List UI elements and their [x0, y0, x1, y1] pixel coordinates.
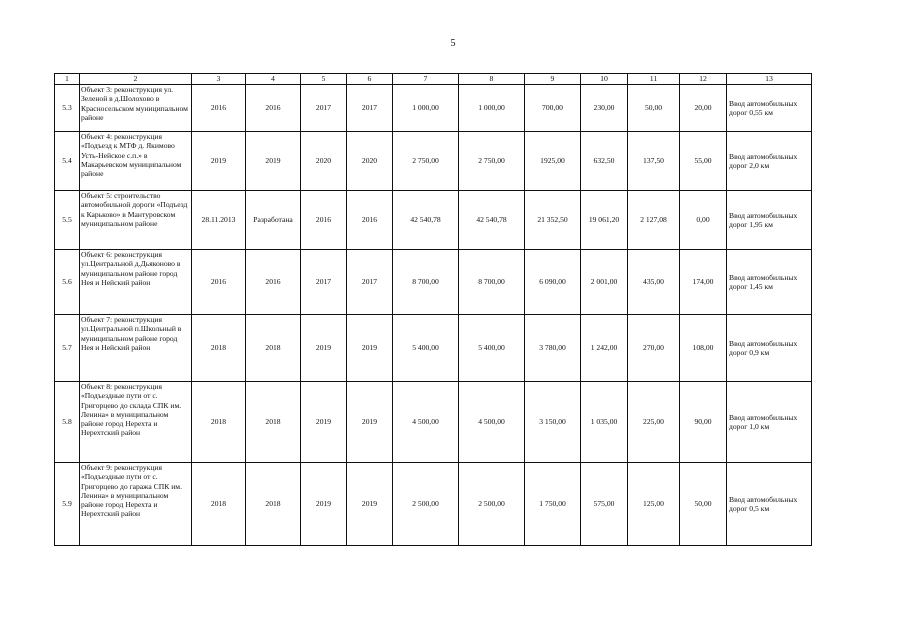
cell-col9: 21 352,50 — [525, 191, 581, 250]
table-row — [55, 463, 812, 546]
object-description: Объект 3: реконструкция ул. Зеленой в д.Шолохово в Красносельском муниципальном районе — [80, 85, 192, 132]
result-cell: Ввод автомобильных дорог 2,0 км — [727, 132, 812, 191]
cell-col3: 2018 — [192, 382, 246, 463]
cell-col5: 2017 — [301, 85, 347, 132]
cell-col4: 2016 — [246, 250, 301, 315]
cell-col4: 2018 — [246, 463, 301, 546]
cell-col7: 42 540,78 — [393, 191, 459, 250]
cell-col6: 2017 — [347, 250, 393, 315]
row-number: 5.4 — [55, 132, 80, 191]
cell-col4: Разработана — [246, 191, 301, 250]
cell-col8: 4 500,00 — [459, 382, 525, 463]
cell-col6: 2019 — [347, 315, 393, 382]
cell-col4: 2018 — [246, 382, 301, 463]
cell-col9: 3 780,00 — [525, 315, 581, 382]
result-cell: Ввод автомобильных дорог 1,95 км — [727, 191, 812, 250]
cell-col11: 125,00 — [628, 463, 680, 546]
cell-col10: 1 035,00 — [581, 382, 628, 463]
cell-col9: 6 090,00 — [525, 250, 581, 315]
cell-col10: 19 061,20 — [581, 191, 628, 250]
cell-col12: 20,00 — [680, 85, 727, 132]
column-header: 11 — [628, 74, 680, 85]
cell-col11: 435,00 — [628, 250, 680, 315]
cell-col8: 5 400,00 — [459, 315, 525, 382]
cell-col5: 2019 — [301, 382, 347, 463]
object-description: Объект 8: реконструкция «Подъездные пути от с. Григорцево до склада СПК им. Ленина» в муниципальном районе город Нерехта и Нерехтский район — [80, 382, 192, 463]
row-number: 5.8 — [55, 382, 80, 463]
cell-col3: 28.11.2013 — [192, 191, 246, 250]
cell-col4: 2019 — [246, 132, 301, 191]
column-header: 9 — [525, 74, 581, 85]
cell-col12: 55,00 — [680, 132, 727, 191]
column-header: 3 — [192, 74, 246, 85]
cell-col7: 1 000,00 — [393, 85, 459, 132]
cell-col11: 270,00 — [628, 315, 680, 382]
cell-col12: 90,00 — [680, 382, 727, 463]
cell-col12: 50,00 — [680, 463, 727, 546]
cell-col7: 4 500,00 — [393, 382, 459, 463]
result-cell: Ввод автомобильных дорог 1,45 км — [727, 250, 812, 315]
result-cell: Ввод автомобильных дорог 1,0 км — [727, 382, 812, 463]
column-header: 6 — [347, 74, 393, 85]
page-number: 5 — [450, 38, 456, 49]
cell-col4: 2018 — [246, 315, 301, 382]
cell-col9: 3 150,00 — [525, 382, 581, 463]
cell-col10: 575,00 — [581, 463, 628, 546]
object-description: Объект 4: реконструкция «Подъезд к МТФ д. Якимово Усть-Нейское с.п.» в Макарьевском муниципальном районе — [80, 132, 192, 191]
cell-col3: 2018 — [192, 315, 246, 382]
column-header: 10 — [581, 74, 628, 85]
cell-col8: 2 500,00 — [459, 463, 525, 546]
row-number: 5.6 — [55, 250, 80, 315]
cell-col8: 8 700,00 — [459, 250, 525, 315]
cell-col8: 42 540,78 — [459, 191, 525, 250]
cell-col3: 2016 — [192, 250, 246, 315]
table-row — [55, 250, 812, 315]
row-number: 5.9 — [55, 463, 80, 546]
column-header: 12 — [680, 74, 727, 85]
column-header: 1 — [55, 74, 80, 85]
result-cell: Ввод автомобильных дорог 0,5 км — [727, 463, 812, 546]
cell-col8: 2 750,00 — [459, 132, 525, 191]
row-number: 5.3 — [55, 85, 80, 132]
cell-col5: 2019 — [301, 463, 347, 546]
cell-col6: 2017 — [347, 85, 393, 132]
column-header: 4 — [246, 74, 301, 85]
cell-col6: 2019 — [347, 382, 393, 463]
cell-col9: 1925,00 — [525, 132, 581, 191]
cell-col10: 1 242,00 — [581, 315, 628, 382]
cell-col11: 225,00 — [628, 382, 680, 463]
cell-col3: 2018 — [192, 463, 246, 546]
cell-col5: 2016 — [301, 191, 347, 250]
object-description: Объект 6: реконструкция ул.Центральной д.Дьяконово в муниципальном районе город Нея и Нейский район — [80, 250, 192, 315]
cell-col5: 2020 — [301, 132, 347, 191]
cell-col7: 2 750,00 — [393, 132, 459, 191]
cell-col7: 5 400,00 — [393, 315, 459, 382]
cell-col5: 2017 — [301, 250, 347, 315]
object-description: Объект 5: строительство автомобильной дороги «Подъезд к Карьково» в Мантуровском муниципальном районе — [80, 191, 192, 250]
object-table — [54, 73, 812, 546]
column-header: 8 — [459, 74, 525, 85]
row-number: 5.5 — [55, 191, 80, 250]
cell-col9: 1 750,00 — [525, 463, 581, 546]
cell-col12: 0,00 — [680, 191, 727, 250]
table-row — [55, 315, 812, 382]
table-row — [55, 85, 812, 132]
table-row — [55, 132, 812, 191]
column-header: 7 — [393, 74, 459, 85]
column-header: 2 — [80, 74, 192, 85]
cell-col12: 108,00 — [680, 315, 727, 382]
cell-col7: 2 500,00 — [393, 463, 459, 546]
result-cell: Ввод автомобильных дорог 0,9 км — [727, 315, 812, 382]
cell-col4: 2016 — [246, 85, 301, 132]
cell-col6: 2019 — [347, 463, 393, 546]
cell-col11: 137,50 — [628, 132, 680, 191]
object-description: Объект 7: реконструкция ул.Центральной п.Школьный в муниципальном районе город Нея и Нейский район — [80, 315, 192, 382]
object-description: Объект 9: реконструкция «Подъездные пути от с. Григорцево до гаража СПК им. Ленина» в муниципальном районе город Нерехта и Нерехтский район — [80, 463, 192, 546]
cell-col6: 2016 — [347, 191, 393, 250]
cell-col10: 230,00 — [581, 85, 628, 132]
cell-col11: 2 127,08 — [628, 191, 680, 250]
row-number: 5.7 — [55, 315, 80, 382]
cell-col8: 1 000,00 — [459, 85, 525, 132]
column-header: 13 — [727, 74, 812, 85]
cell-col9: 700,00 — [525, 85, 581, 132]
cell-col6: 2020 — [347, 132, 393, 191]
column-header: 5 — [301, 74, 347, 85]
cell-col7: 8 700,00 — [393, 250, 459, 315]
cell-col12: 174,00 — [680, 250, 727, 315]
table-row — [55, 191, 812, 250]
cell-col5: 2019 — [301, 315, 347, 382]
cell-col10: 632,50 — [581, 132, 628, 191]
cell-col10: 2 001,00 — [581, 250, 628, 315]
cell-col11: 50,00 — [628, 85, 680, 132]
cell-col3: 2016 — [192, 85, 246, 132]
column-number-row — [55, 74, 812, 85]
result-cell: Ввод автомобильных дорог 0,55 км — [727, 85, 812, 132]
cell-col3: 2019 — [192, 132, 246, 191]
table-row — [55, 382, 812, 463]
